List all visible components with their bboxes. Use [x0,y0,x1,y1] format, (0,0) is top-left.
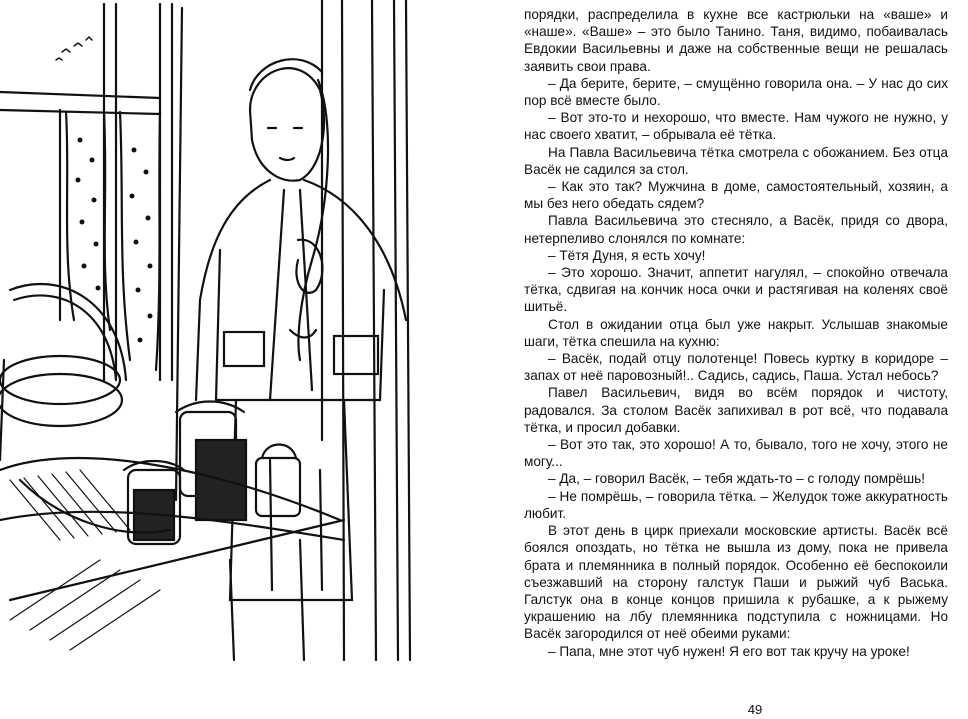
paragraph: – Как это так? Мужчина в доме, самостоятельный, хозяин, а мы без него обедать сядем? [524,179,948,212]
paragraph: – Да, – говорил Васёк, – тебя ждать-то – с голоду помрёшь! [548,471,925,487]
paragraph: – Папа, мне этот чуб нужен! Я его вот так кручу на уроке! [548,643,910,659]
paragraph: – Тётя Дуня, я есть хочу! [548,247,706,263]
paragraph: – Вот это-то и нехорошо, что вместе. Нам чужого не нужно, у нас своего хватит, – обрывала её тётка. [524,110,948,143]
tin-can [256,445,300,517]
paragraph: порядки, распределила в кухне все кастрюльки на «ваше» и «наше». «Ваше» – это было Танино. Таня, видимо, побаивалась Евдокии Васильевны и даже на собственные вещи не решалась заявить свои права. [524,7,948,74]
paragraph: – Вот это так, это хорошо! А то, бывало, того не хочу, этого не могу... [524,437,948,470]
page-number: 49 [747,702,763,717]
window-frame [0,4,182,500]
birds-icon [56,37,92,60]
paragraph: – Это хорошо. Значит, аппетит нагулял, – спокойно отвечала тётка, сдвигая на кончик носа очки и растягивая на коленях своё шитьё. [524,265,948,315]
illustration [0,0,415,668]
paragraph: Стол в ожидании отца был уже накрыт. Услышав знакомые шаги, тётка спешила на кухню: [524,316,948,349]
paragraph: Павел Васильевич, видя во всём порядок и чистоту, радовался. За столом Васёк запихивал в рот всё, что подавала тётка, и просил добавки. [524,385,948,435]
paragraph: – Да берите, берите, – смущённо говорила она. – У нас до сих пор всё вместе было. [524,75,948,109]
curtain-dots [76,138,153,343]
girl-by-window-illustration [0,0,415,668]
paragraph: На Павла Васильевича тётка смотрела с обожанием. Без отца Васёк не садился за стол. [524,144,948,177]
book-text [524,6,948,660]
table [0,458,344,660]
paragraph: – Не помрёшь, – говорила тётка. – Желудок тоже аккуратность любит. [524,488,948,521]
paragraph: Павла Васильевича это стесняло, а Васёк, придя со двора, нетерпеливо слонялся по комнате: [524,213,948,246]
door-frame [322,0,410,660]
paragraph: – Васёк, подай отцу полотенце! Повесь куртку в коридоре – запах от неё паровозный!.. Садись, садись, Паша. Устал небось? [524,351,948,384]
paragraph: В этот день в цирк приехали московские артисты. Васёк всё боялся опоздать, но тётка не вышла из дому, пока не привела брата и племянника в полный порядок. Особенно её беспокоили съезжавший на сторону галстук Паши и рыжий чуб Васька. Галстук она в конце концов пришила к рубашке, а к рыжему украшению на лбу племянника подступила с ножницами. Но Васёк загородился от неё обеими руками: [524,523,948,642]
